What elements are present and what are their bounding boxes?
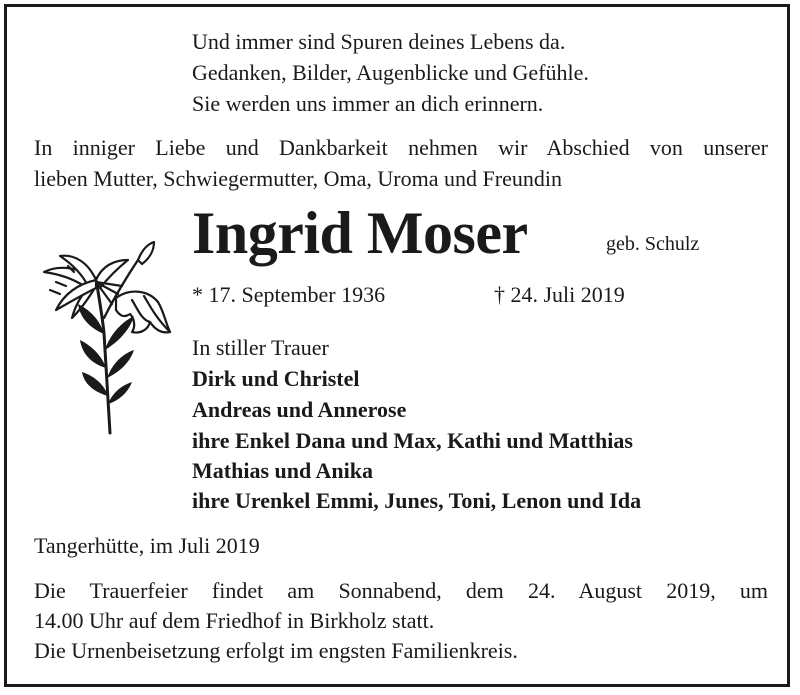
mourner-entry: Mathias und Anika [192,458,373,483]
death-date: † 24. Juli 2019 [494,282,625,307]
mourner-entry: Dirk und Christel [192,366,360,391]
birth-date: * 17. September 1936 [192,282,386,307]
mourner-entry: ihre Urenkel Emmi, Junes, Toni, Lenon und Ida [192,488,642,513]
poem-line: Gedanken, Bilder, Augenblicke und Gefühle. [192,60,589,85]
birth-name: geb. Schulz [606,233,700,255]
mourners-heading: In stiller Trauer [192,335,329,360]
intro-line: In inniger Liebe und Dankbarkeit nehmen wir Abschied von unserer [34,135,768,160]
mourner-entry: ihre Enkel Dana und Max, Kathi und Matthias [192,428,633,453]
funeral-line: Die Trauerfeier findet am Sonnabend, dem 24. August 2019, um [34,578,768,603]
deceased-name: Ingrid Moser [192,200,528,266]
lily-icon [38,238,178,438]
place-date: Tangerhütte, im Juli 2019 [34,533,260,558]
intro-line: lieben Mutter, Schwiegermutter, Oma, Uroma und Freundin [34,166,562,191]
funeral-line: 14.00 Uhr auf dem Friedhof in Birkholz statt. [34,608,435,633]
poem-line: Sie werden uns immer an dich erinnern. [192,91,544,116]
mourner-entry: Andreas und Annerose [192,397,407,422]
poem-line: Und immer sind Spuren deines Lebens da. [192,29,566,54]
funeral-line: Die Urnenbeisetzung erfolgt im engsten Familienkreis. [34,638,518,663]
